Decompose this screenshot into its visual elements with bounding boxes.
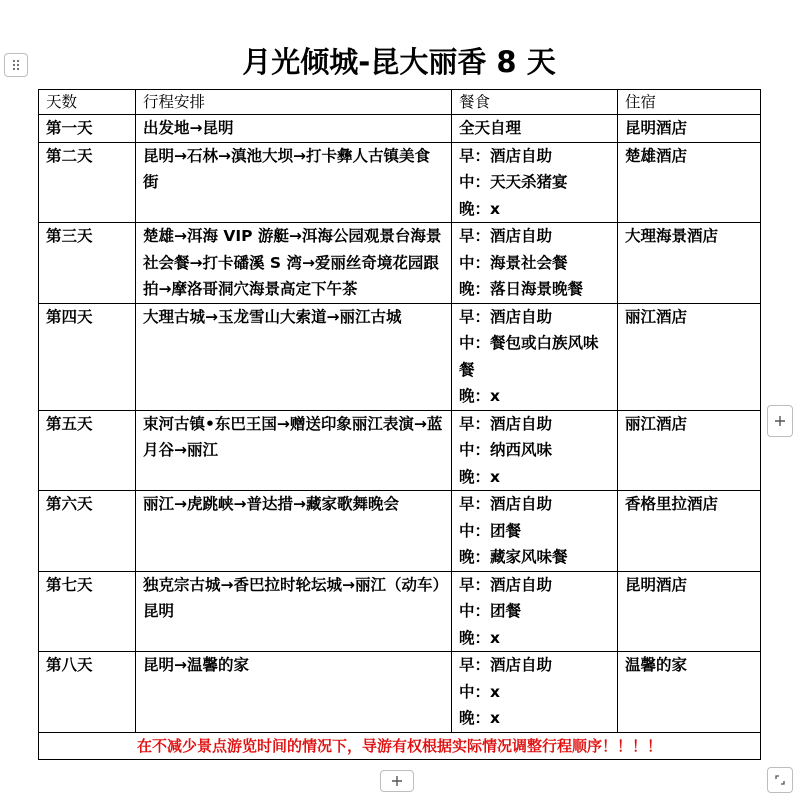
add-row-button[interactable] <box>380 770 414 792</box>
header-hotel[interactable]: 住宿 <box>618 90 761 115</box>
hotel-cell[interactable]: 大理海景酒店 <box>618 223 761 304</box>
header-route[interactable]: 行程安排 <box>136 90 452 115</box>
hotel-cell[interactable]: 昆明酒店 <box>618 571 761 652</box>
hotel-cell[interactable]: 丽江酒店 <box>618 303 761 410</box>
add-column-button[interactable] <box>767 405 793 437</box>
meal-line: 晚：x <box>459 387 500 405</box>
meal-line: 晚：x <box>459 467 500 486</box>
route-cell[interactable]: 大理古城→玉龙雪山大索道→丽江古城 <box>136 303 452 410</box>
hotel-cell[interactable]: 温馨的家 <box>618 652 761 733</box>
route-cell[interactable]: 丽江→虎跳峡→普达措→藏家歌舞晚会 <box>136 491 452 572</box>
meal-line: 早：酒店自助 <box>459 227 553 245</box>
hotel-cell[interactable]: 昆明酒店 <box>618 115 761 143</box>
meals-cell[interactable] <box>452 491 618 572</box>
meal-line: 中：x <box>459 682 500 701</box>
page-title: 月光倾城-昆大丽香 8 天 <box>242 45 556 79</box>
day-cell[interactable]: 第七天 <box>39 571 136 652</box>
meals-cell[interactable] <box>452 223 618 304</box>
hotel-cell[interactable]: 楚雄酒店 <box>618 142 761 223</box>
meals-cell[interactable] <box>452 303 618 410</box>
meals-cell[interactable] <box>452 571 618 652</box>
day-cell[interactable]: 第三天 <box>39 223 136 304</box>
hotel-cell[interactable]: 香格里拉酒店 <box>618 491 761 572</box>
meal-line: 中：天天杀猪宴 <box>459 173 568 191</box>
day-cell[interactable]: 第一天 <box>39 115 136 143</box>
meal-line: 中：团餐 <box>459 602 522 620</box>
header-day[interactable]: 天数 <box>39 90 136 115</box>
meal-line: 早：酒店自助 <box>459 307 553 326</box>
plus-icon <box>774 415 786 427</box>
meal-line: 晚：x <box>459 199 500 218</box>
meals-cell[interactable] <box>452 142 618 223</box>
day-cell[interactable]: 第六天 <box>39 491 136 572</box>
meals-cell[interactable] <box>452 115 618 143</box>
day-cell[interactable]: 第五天 <box>39 410 136 491</box>
meal-line: 早：酒店自助 <box>459 146 553 165</box>
table-row <box>39 115 761 143</box>
day-cell[interactable]: 第二天 <box>39 142 136 223</box>
footer-note[interactable]: 在不减少景点游览时间的情况下，导游有权根据实际情况调整行程顺序！！！！ <box>39 732 761 759</box>
route-cell[interactable]: 昆明→温馨的家 <box>136 652 452 733</box>
day-cell[interactable]: 第八天 <box>39 652 136 733</box>
meals-cell[interactable] <box>452 652 618 733</box>
meal-line: 晚：藏家风味餐 <box>459 548 568 566</box>
route-cell[interactable]: 出发地→昆明 <box>136 115 452 143</box>
day-cell[interactable]: 第四天 <box>39 303 136 410</box>
meals-cell[interactable] <box>452 410 618 491</box>
table-row <box>39 142 761 223</box>
table-header-row <box>39 90 761 115</box>
table-row <box>39 410 761 491</box>
drag-dots-icon <box>11 59 21 71</box>
resize-corner-icon <box>774 774 786 786</box>
meal-line: 晚：x <box>459 628 500 647</box>
route-cell[interactable]: 昆明→石林→滇池大坝→打卡彝人古镇美食街 <box>136 142 452 223</box>
meal-line: 中：团餐 <box>459 521 522 540</box>
table-footer-row <box>39 732 761 759</box>
meal-line: 晚：x <box>459 709 500 727</box>
itinerary-table <box>38 89 761 760</box>
table-drag-handle[interactable] <box>4 53 28 77</box>
route-cell[interactable]: 独克宗古城→香巴拉时轮坛城→丽江（动车）昆明 <box>136 571 452 652</box>
meal-line: 中：纳西风味 <box>459 441 553 459</box>
table-row <box>39 652 761 733</box>
meal-line: 中：海景社会餐 <box>459 253 568 272</box>
route-cell[interactable]: 楚雄→洱海 VIP 游艇→洱海公园观景台海景社会餐→打卡磻溪 S 湾→爱丽丝奇境花园跟拍→摩洛哥洞穴海景高定下午茶 <box>136 223 452 304</box>
meal-line: 晚：落日海景晚餐 <box>459 280 584 298</box>
meal-line: 早：酒店自助 <box>459 414 553 433</box>
meal-line: 早：酒店自助 <box>459 575 553 594</box>
route-cell[interactable]: 束河古镇•东巴王国→赠送印象丽江表演→蓝月谷→丽江 <box>136 410 452 491</box>
header-meals[interactable]: 餐食 <box>452 90 618 115</box>
meal-line: 全天自理 <box>459 119 522 137</box>
table-row <box>39 223 761 304</box>
hotel-cell[interactable]: 丽江酒店 <box>618 410 761 491</box>
meal-line: 早：酒店自助 <box>459 656 553 674</box>
meal-line: 中：餐包或白族风味餐 <box>459 334 599 379</box>
table-row <box>39 491 761 572</box>
plus-icon <box>391 775 403 787</box>
table-resize-handle[interactable] <box>767 767 793 793</box>
table-row <box>39 571 761 652</box>
meal-line: 早：酒店自助 <box>459 495 553 513</box>
table-row <box>39 303 761 410</box>
